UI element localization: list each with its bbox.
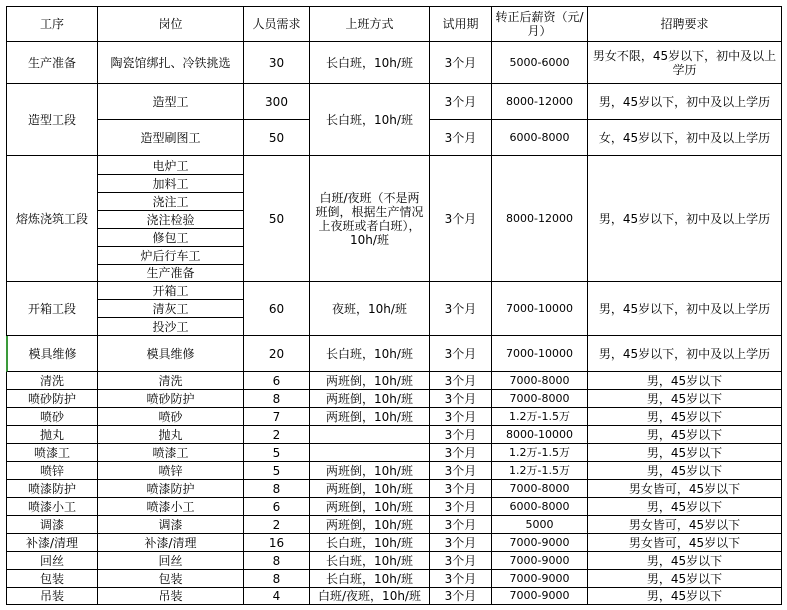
row-probation: 3个月 [430, 552, 492, 570]
row-headcount: 8 [244, 390, 310, 408]
row-process: 回丝 [6, 552, 98, 570]
row-shift: 两班倒，10h/班 [310, 372, 430, 390]
row-salary: 7000-9000 [492, 552, 588, 570]
row-requirements: 男，45岁以下，初中及以上学历 [588, 156, 782, 282]
sub-position: 加料工 [98, 175, 244, 193]
row-headcount: 6 [244, 498, 310, 516]
header-headcount: 人员需求 [244, 6, 310, 42]
row-headcount: 8 [244, 552, 310, 570]
row-process: 喷漆工 [6, 444, 98, 462]
row-shift: 长白班，10h/班 [310, 42, 430, 84]
row-requirements: 男，45岁以下 [588, 552, 782, 570]
row-headcount: 30 [244, 42, 310, 84]
row-process: 喷锌 [6, 462, 98, 480]
row-process: 补漆/清理 [6, 534, 98, 552]
row-headcount: 50 [244, 156, 310, 282]
row-position: 回丝 [98, 552, 244, 570]
row-salary: 8000-10000 [492, 426, 588, 444]
row-process: 造型工段 [6, 84, 98, 156]
header-requirements: 招聘要求 [588, 6, 782, 42]
row-salary: 7000-9000 [492, 534, 588, 552]
row-position: 造型刷图工 [98, 120, 244, 156]
row-shift: 白班/夜班（不是两班倒，根据生产情况上夜班或者白班），10h/班 [310, 156, 430, 282]
row-position: 喷漆防护 [98, 480, 244, 498]
header-probation: 试用期 [430, 6, 492, 42]
row-probation: 3个月 [430, 156, 492, 282]
row-salary: 1.2万-1.5万 [492, 444, 588, 462]
row-headcount: 50 [244, 120, 310, 156]
row-probation: 3个月 [430, 534, 492, 552]
row-probation: 3个月 [430, 282, 492, 336]
row-position: 调漆 [98, 516, 244, 534]
row-position: 造型工 [98, 84, 244, 120]
row-shift: 两班倒，10h/班 [310, 408, 430, 426]
row-position: 吊装 [98, 588, 244, 605]
row-position: 喷漆小工 [98, 498, 244, 516]
header-shift: 上班方式 [310, 6, 430, 42]
row-shift: 长白班，10h/班 [310, 84, 430, 156]
row-salary: 6000-8000 [492, 498, 588, 516]
row-probation: 3个月 [430, 120, 492, 156]
row-salary: 7000-10000 [492, 282, 588, 336]
row-shift: 两班倒，10h/班 [310, 516, 430, 534]
row-headcount: 2 [244, 426, 310, 444]
row-probation: 3个月 [430, 498, 492, 516]
row-probation: 3个月 [430, 42, 492, 84]
row-position: 喷漆工 [98, 444, 244, 462]
row-process: 模具维修 [6, 336, 98, 372]
row-position: 喷砂防护 [98, 390, 244, 408]
row-position: 清洗 [98, 372, 244, 390]
row-shift: 夜班，10h/班 [310, 282, 430, 336]
sub-position: 电炉工 [98, 157, 244, 175]
row-requirements: 男，45岁以下 [588, 462, 782, 480]
row-requirements: 男，45岁以下 [588, 390, 782, 408]
row-position: 喷砂 [98, 408, 244, 426]
sub-position: 浇注检验 [98, 211, 244, 229]
row-process: 开箱工段 [6, 282, 98, 336]
row-probation: 3个月 [430, 480, 492, 498]
row-probation: 3个月 [430, 408, 492, 426]
row-salary: 7000-9000 [492, 588, 588, 605]
row-requirements: 男，45岁以下 [588, 588, 782, 605]
row-probation: 3个月 [430, 426, 492, 444]
row-headcount: 5 [244, 462, 310, 480]
row-process: 生产准备 [6, 42, 98, 84]
header-salary: 转正后薪资（元/月） [492, 6, 588, 42]
row-salary: 7000-8000 [492, 390, 588, 408]
row-position: 包装 [98, 570, 244, 588]
row-shift: 长白班，10h/班 [310, 534, 430, 552]
sub-position: 炉后行车工 [98, 247, 244, 265]
row-salary: 7000-8000 [492, 372, 588, 390]
row-probation: 3个月 [430, 444, 492, 462]
row-shift: 长白班，10h/班 [310, 570, 430, 588]
row-requirements: 男女皆可，45岁以下 [588, 534, 782, 552]
row-shift [310, 426, 430, 444]
row-headcount: 5 [244, 444, 310, 462]
row-shift: 两班倒，10h/班 [310, 390, 430, 408]
row-requirements: 男，45岁以下，初中及以上学历 [588, 282, 782, 336]
row-process: 喷砂防护 [6, 390, 98, 408]
row-salary: 1.2万-1.5万 [492, 462, 588, 480]
row-shift: 两班倒，10h/班 [310, 498, 430, 516]
row-requirements: 男，45岁以下 [588, 408, 782, 426]
row-position: 喷锌 [98, 462, 244, 480]
row-probation: 3个月 [430, 336, 492, 372]
row-headcount: 4 [244, 588, 310, 605]
sub-position: 修包工 [98, 229, 244, 247]
row-headcount: 7 [244, 408, 310, 426]
row-salary: 7000-10000 [492, 336, 588, 372]
row-salary: 6000-8000 [492, 120, 588, 156]
row-process: 熔炼浇筑工段 [6, 156, 98, 282]
row-requirements: 男，45岁以下 [588, 444, 782, 462]
row-position: 抛丸 [98, 426, 244, 444]
row-salary: 8000-12000 [492, 156, 588, 282]
row-probation: 3个月 [430, 516, 492, 534]
row-probation: 3个月 [430, 462, 492, 480]
row-probation: 3个月 [430, 84, 492, 120]
row-position: 模具维修 [98, 336, 244, 372]
row-requirements: 男女不限，45岁以下，初中及以上学历 [588, 42, 782, 84]
row-salary: 8000-12000 [492, 84, 588, 120]
row-process: 喷砂 [6, 408, 98, 426]
row-process: 喷漆小工 [6, 498, 98, 516]
row-requirements: 男，45岁以下，初中及以上学历 [588, 336, 782, 372]
row-shift [310, 444, 430, 462]
row-probation: 3个月 [430, 588, 492, 605]
sub-position: 投沙工 [98, 318, 244, 335]
row-process: 清洗 [6, 372, 98, 390]
row-requirements: 男，45岁以下 [588, 426, 782, 444]
row-headcount: 8 [244, 480, 310, 498]
row-headcount: 20 [244, 336, 310, 372]
header-process: 工序 [6, 6, 98, 42]
row-shift: 两班倒，10h/班 [310, 462, 430, 480]
row-headcount: 16 [244, 534, 310, 552]
header-position: 岗位 [98, 6, 244, 42]
row-headcount: 6 [244, 372, 310, 390]
row-salary: 1.2万-1.5万 [492, 408, 588, 426]
row-requirements: 男，45岁以下 [588, 570, 782, 588]
row-process: 调漆 [6, 516, 98, 534]
row-headcount: 60 [244, 282, 310, 336]
row-requirements: 男，45岁以下，初中及以上学历 [588, 84, 782, 120]
sub-position: 浇注工 [98, 193, 244, 211]
row-probation: 3个月 [430, 390, 492, 408]
sub-position: 开箱工 [98, 282, 244, 300]
row-process: 吊装 [6, 588, 98, 605]
row-process: 抛丸 [6, 426, 98, 444]
row-salary: 5000-6000 [492, 42, 588, 84]
row-probation: 3个月 [430, 372, 492, 390]
row-salary: 7000-8000 [492, 480, 588, 498]
row-requirements: 女，45岁以下，初中及以上学历 [588, 120, 782, 156]
row-shift: 两班倒，10h/班 [310, 480, 430, 498]
sub-position: 清灰工 [98, 300, 244, 318]
row-requirements: 男，45岁以下 [588, 498, 782, 516]
row-requirements: 男，45岁以下 [588, 372, 782, 390]
row-shift: 长白班，10h/班 [310, 552, 430, 570]
row-shift: 长白班，10h/班 [310, 336, 430, 372]
row-requirements: 男女皆可，45岁以下 [588, 516, 782, 534]
row-position: 陶瓷馆绑扎、冷铁挑选 [98, 42, 244, 84]
row-salary: 7000-9000 [492, 570, 588, 588]
row-process: 喷漆防护 [6, 480, 98, 498]
sub-position: 生产准备 [98, 265, 244, 281]
row-headcount: 2 [244, 516, 310, 534]
row-headcount: 300 [244, 84, 310, 120]
row-position: 补漆/清理 [98, 534, 244, 552]
row-requirements: 男女皆可，45岁以下 [588, 480, 782, 498]
row-headcount: 8 [244, 570, 310, 588]
row-probation: 3个月 [430, 570, 492, 588]
row-shift: 白班/夜班，10h/班 [310, 588, 430, 605]
row-process: 包装 [6, 570, 98, 588]
row-salary: 5000 [492, 516, 588, 534]
